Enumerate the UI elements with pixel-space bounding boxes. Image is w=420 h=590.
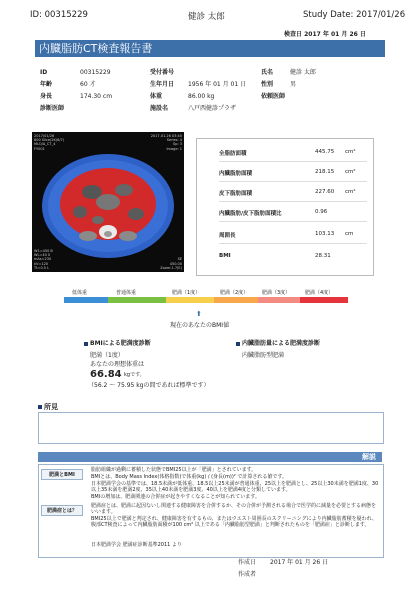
sex-label: 性別 — [261, 81, 274, 88]
dob-value: 1956 年 01 月 01 日 — [188, 81, 247, 88]
current-bmi-label: 現在のあなたのBMI値 — [170, 322, 230, 329]
square-bullet-icon — [236, 342, 240, 346]
result-unit: cm² — [345, 169, 356, 175]
doctor-label: 診断医師 — [40, 105, 65, 112]
result-value: 227.60 — [315, 189, 335, 195]
findings-title: 所見 — [38, 402, 58, 412]
facility-value: 八戸西健診プラザ — [188, 105, 237, 112]
result-label: 全脂肪面積 — [219, 151, 247, 157]
explanation-header-bar — [38, 452, 382, 462]
ct-scan-graphic — [32, 132, 184, 272]
ideal-weight-value: 66.84 — [90, 369, 122, 380]
result-label: 内臓脂肪面積 — [219, 171, 253, 177]
header-patient-name: 健診 太郎 — [188, 12, 225, 22]
height-label: 身長 — [40, 93, 53, 100]
visceral-diagnosis-result: 内臓脂肪型肥満 — [242, 352, 285, 359]
explanation-text: BMIの増加は、肥満関連の合併症が起きやすくなることが知られています。 — [91, 494, 260, 500]
square-bullet-icon — [38, 405, 42, 409]
result-value: 445.75 — [315, 149, 335, 155]
height-value: 174.30 cm — [80, 93, 113, 100]
explanation-text: BMIとは、Body Mass Index(体格指数)で体重(kg) / (身長(m))² で計算される値です。 — [91, 474, 287, 480]
results-panel — [196, 138, 374, 276]
ideal-weight-unit: kgです。 — [124, 372, 145, 378]
explanation-text: 脂肪組織が過剰に蓄積した状態でBMI25以上が「肥満」とされています。 — [91, 467, 257, 473]
header-study-date: Study Date: 2017/01/26 — [303, 10, 406, 20]
ct-info-left: 2017/01/26 800 Slice/2K(6/7) MLO/A_CT_4 FY001 — [34, 134, 65, 151]
id-value: 00315229 — [80, 69, 111, 76]
explanation-text: 肥満症とは、肥満に起因ないし関連する健康障害を合併するか、その合併が予測される場合で医学的に減量を必要とする病態をいいます。 — [91, 503, 377, 515]
dob-label: 生年月日 — [150, 81, 175, 88]
square-bullet-icon — [84, 342, 88, 346]
result-label: 周囲長 — [219, 233, 236, 239]
age-value: 60 才 — [80, 81, 96, 88]
bmi-scale-label: 肥満（2度） — [220, 290, 249, 296]
explanation-head-bmi: 肥満とBMI — [41, 469, 83, 480]
weight-value: 86.00 kg — [188, 93, 215, 100]
result-value: 218.15 — [315, 169, 335, 175]
bmi-band-normal — [108, 297, 166, 303]
created-date: 2017 年 01 月 26 日 — [270, 559, 329, 566]
ct-info-bottom-left: W1=450 B WL=40 0 mAs=230 kV=120 Tt=0.5 L — [34, 249, 53, 270]
ct-info-right: 2017.01.26 03:40 Series: 4 Sp: 3 Image: 1 — [150, 134, 182, 151]
bmi-band-underweight — [64, 297, 108, 303]
result-value: 0.96 — [315, 209, 328, 215]
bmi-band-obese-2 — [214, 297, 258, 303]
result-value: 103.13 — [315, 231, 335, 237]
weight-label: 体重 — [150, 93, 163, 100]
explanation-panel — [38, 464, 384, 558]
bmi-scale-label: 低体重 — [72, 290, 88, 296]
result-label: 内臓脂肪/皮下脂肪面積比 — [219, 211, 282, 217]
author-label: 作成者 — [238, 571, 257, 578]
requesting-doctor-label: 依頼医師 — [261, 93, 286, 100]
facility-label: 施設名 — [150, 105, 169, 112]
result-unit: cm² — [345, 189, 356, 195]
explanation-text: BMI25以上で肥満と判定され、健康障害を有するもの、またはウエスト周囲長のスクリーニングにより内臓脂肪蓄積を疑われ、腹部CT検査によって内臓脂肪面積が100 cm² 以上である「内臓脂肪型肥満」と判断されたものを「肥満症」と診断します。 — [91, 516, 377, 528]
report-title: 内臓脂肪CT検査報告書 — [35, 40, 385, 57]
bmi-scale-label: 肥満（4度） — [305, 290, 334, 296]
bmi-band-obese-4 — [300, 297, 348, 303]
reception-label: 受付番号 — [150, 69, 175, 76]
bmi-band-obese-3 — [258, 297, 300, 303]
bmi-scale-label: 普通体重 — [116, 290, 137, 296]
result-label: 皮下脂肪面積 — [219, 191, 253, 197]
bmi-scale-label: 肥満（3度） — [262, 290, 291, 296]
name-value: 健診 太郎 — [290, 69, 316, 76]
result-label: BMI — [219, 253, 231, 259]
findings-box — [38, 412, 384, 444]
age-label: 年齢 — [40, 81, 53, 88]
id-label: ID — [40, 69, 48, 76]
visceral-diagnosis-title: 内臓脂肪量による肥満度診断 — [236, 340, 320, 347]
ct-scan-image — [32, 132, 184, 272]
ct-info-bottom-right: SE 450.00 Zoom:1.7(E) — [160, 257, 182, 270]
standard-weight-range: （56.2 ～ 75.95 kgの間であれば標準です） — [88, 382, 210, 389]
bmi-diagnosis-title: BMIによる肥満度診断 — [84, 340, 151, 347]
current-bmi-arrow-icon: ⬆ — [196, 310, 202, 318]
created-label: 作成日 — [238, 559, 257, 566]
header-id: ID: 00315229 — [30, 10, 88, 20]
sex-value: 男 — [290, 81, 297, 88]
bmi-scale-label: 肥満（1度） — [172, 290, 201, 296]
result-value: 28.31 — [315, 253, 331, 259]
explanation-title: 解説 — [362, 453, 376, 461]
ideal-weight-label: あなたの理想体重は — [90, 361, 145, 368]
result-unit: cm² — [345, 149, 356, 155]
explanation-source: 日本肥満学会 肥満症診断基準2011 より — [91, 542, 182, 548]
result-unit: cm — [345, 231, 354, 237]
name-label: 氏名 — [261, 69, 274, 76]
bmi-band-obese-1 — [166, 297, 214, 303]
bmi-diagnosis-result: 肥満（1度） — [90, 352, 124, 359]
explanation-head-obesity: 肥満症とは？ — [41, 505, 83, 516]
exam-date: 検査日 2017 年 01 月 26 日 — [284, 31, 366, 38]
explanation-text: 日本肥満学会の基準では、18.5未満が低体重、18.5以上25未満が普通体重、25以上を肥満とし、25以上30未満を肥満1度、30以上35未満を肥満2度、35以上40未満を肥満3度、40以上を肥満4度と分類しています。 — [91, 481, 379, 493]
